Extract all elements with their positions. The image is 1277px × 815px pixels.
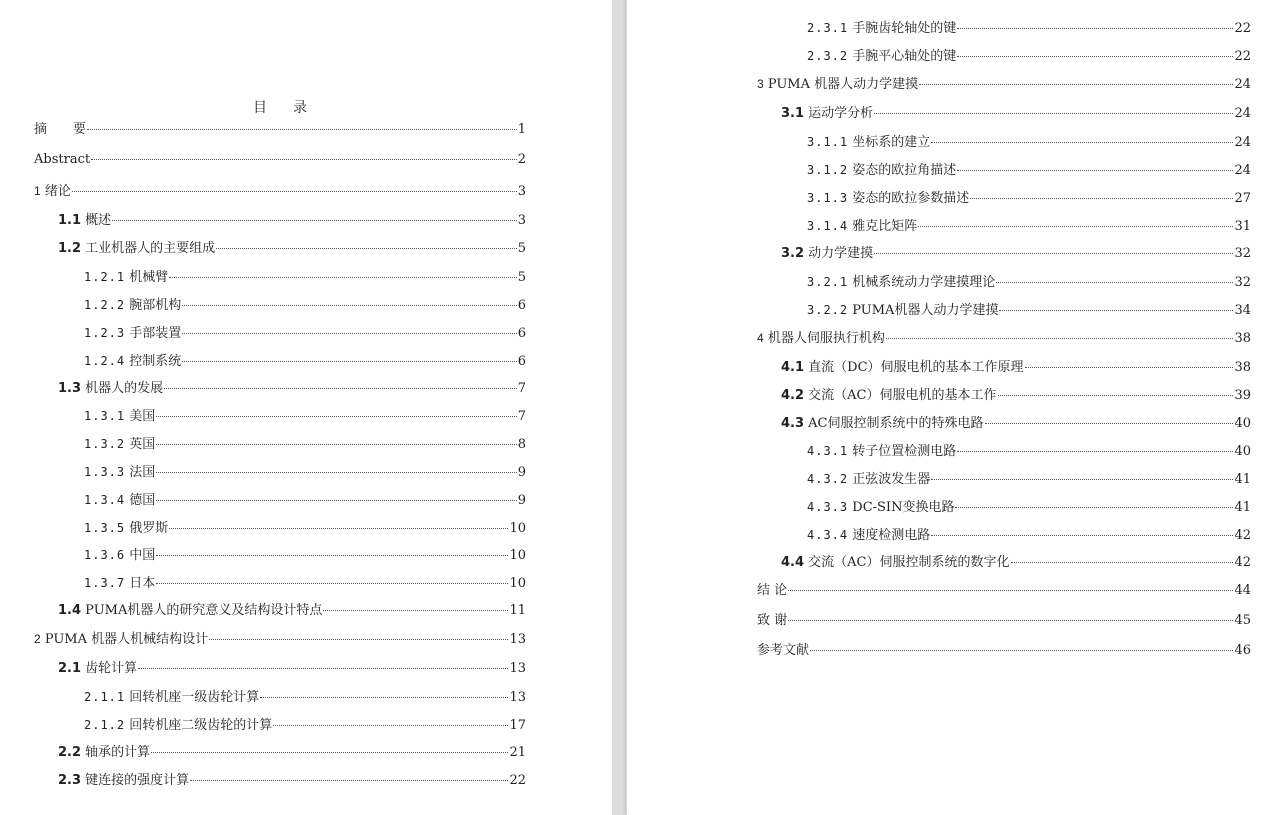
- toc-page-number: 9: [517, 465, 526, 480]
- toc-page-number: 46: [1234, 643, 1251, 658]
- toc-entry-label: [807, 443, 956, 460]
- toc-entry-label: [84, 492, 155, 509]
- toc-leader-dots: [182, 333, 516, 334]
- toc-leader-dots: [169, 528, 508, 529]
- toc-entry[interactable]: [807, 218, 1251, 235]
- toc-entry[interactable]: [58, 213, 526, 229]
- toc-entry-text: 机器人的发展: [85, 381, 164, 396]
- toc-entry[interactable]: [807, 471, 1251, 488]
- toc-entry-text: 手腕齿轮轴处的键: [852, 21, 957, 36]
- toc-entry-number: 1.3.5: [84, 521, 126, 535]
- toc-leader-dots: [190, 780, 508, 781]
- toc-entry-text: 轴承的计算: [85, 745, 151, 760]
- toc-entry[interactable]: [84, 575, 526, 592]
- toc-title: 目录: [253, 100, 333, 116]
- toc-entry-text: 法国: [129, 465, 156, 480]
- toc-entry[interactable]: [781, 360, 1251, 376]
- toc-entry-number: 2.3.1: [807, 21, 849, 35]
- toc-entry[interactable]: [807, 302, 1251, 319]
- toc-entry-label: [781, 106, 873, 122]
- toc-leader-dots: [874, 113, 1233, 114]
- toc-entry-text: 参考文献: [757, 643, 810, 658]
- toc-entry-text: 交流（AC）伺服电机的基本工作: [808, 388, 997, 403]
- toc-leader-dots: [919, 84, 1233, 85]
- toc-entry-label: [757, 613, 787, 629]
- toc-entry-number: 4.3: [781, 416, 805, 431]
- toc-page-number: 2: [517, 152, 526, 167]
- toc-page-number: 13: [509, 632, 526, 647]
- toc-entry-label: [781, 555, 1010, 571]
- toc-leader-dots: [72, 191, 517, 192]
- toc-leader-dots: [918, 226, 1233, 227]
- toc-entry-number: 1.3: [58, 381, 82, 396]
- toc-entry[interactable]: [84, 325, 526, 342]
- toc-entry-text: 姿态的欧拉参数描述: [852, 191, 970, 206]
- toc-entry-number: 1.3.2: [84, 437, 126, 451]
- toc-entry-number: 3: [757, 77, 764, 91]
- toc-entry-text: 动力学建摸: [808, 246, 874, 261]
- toc-leader-dots: [957, 28, 1233, 29]
- toc-entry-number: 1.2.3: [84, 326, 126, 340]
- toc-entry-text: Abstract: [34, 152, 91, 167]
- toc-leader-dots: [260, 697, 508, 698]
- toc-entry[interactable]: [807, 20, 1251, 37]
- toc-leader-dots: [996, 282, 1233, 283]
- toc-entry-label: [781, 246, 873, 262]
- toc-page-number: 6: [517, 326, 526, 341]
- toc-leader-dots: [957, 56, 1233, 57]
- toc-entry-label: [807, 218, 917, 235]
- toc-entry-text: 控制系统: [129, 354, 182, 369]
- toc-entry-number: 1.3.4: [84, 493, 126, 507]
- toc-entry-label: [807, 499, 954, 516]
- toc-entry-label: [84, 520, 168, 537]
- toc-entry-text: 回转机座一级齿轮计算: [129, 690, 260, 705]
- toc-entry-text: 机械臂: [129, 270, 169, 285]
- toc-entry-number: 1: [34, 184, 41, 198]
- toc-entry-number: 3.1.4: [807, 219, 849, 233]
- toc-entry-label: [84, 717, 272, 734]
- toc-entry-number: 4: [757, 331, 764, 345]
- toc-entry-label: [807, 20, 956, 37]
- toc-entry[interactable]: [807, 162, 1251, 179]
- toc-page-number: 7: [517, 381, 526, 396]
- toc-entry-label: [807, 190, 969, 207]
- toc-entry-label: [84, 297, 181, 314]
- toc-page-number: 10: [509, 521, 526, 536]
- toc-page-number: 41: [1234, 472, 1251, 487]
- toc-page-number: 22: [1234, 49, 1251, 64]
- toc-page-number: 40: [1234, 416, 1251, 431]
- toc-leader-dots: [156, 583, 508, 584]
- toc-entry[interactable]: [807, 499, 1251, 516]
- toc-entry[interactable]: [807, 134, 1251, 151]
- toc-leader-dots: [886, 338, 1234, 339]
- toc-entry-label: [84, 575, 155, 592]
- toc-entry-label: [58, 381, 163, 397]
- toc-leader-dots: [999, 310, 1233, 311]
- toc-entry[interactable]: [807, 48, 1251, 65]
- toc-entry-label: [58, 603, 322, 619]
- toc-page-number: 17: [509, 718, 526, 733]
- toc-entry[interactable]: [58, 241, 526, 257]
- toc-entry-text: 运动学分析: [808, 106, 874, 121]
- toc-leader-dots: [810, 650, 1233, 651]
- toc-entry[interactable]: [84, 353, 526, 370]
- toc-leader-dots: [788, 620, 1233, 621]
- toc-entry-text: PUMA机器人的研究意义及结构设计特点: [85, 603, 323, 618]
- toc-entry-number: 2.2: [58, 745, 82, 760]
- toc-leader-dots: [957, 170, 1233, 171]
- toc-entry-text: 正弦波发生器: [852, 472, 931, 487]
- toc-page-number: 5: [517, 241, 526, 256]
- toc-leader-dots: [970, 198, 1233, 199]
- toc-entry-text: 键连接的强度计算: [85, 773, 190, 788]
- toc-entry-text: 交流（AC）伺服控制系统的数字化: [808, 555, 1010, 570]
- toc-leader-dots: [156, 416, 516, 417]
- toc-page-number: 41: [1234, 500, 1251, 515]
- toc-leader-dots: [156, 472, 516, 473]
- toc-page-number: 3: [517, 184, 526, 199]
- toc-entry-number: 2.1.2: [84, 718, 126, 732]
- toc-entry-label: [757, 583, 787, 599]
- toc-entry-number: 1.3.3: [84, 465, 126, 479]
- toc-entry[interactable]: [807, 443, 1251, 460]
- toc-entry-label: [781, 360, 1024, 376]
- toc-entry-text: 坐标系的建立: [852, 135, 931, 150]
- toc-entry-text: 姿态的欧拉角描述: [852, 163, 957, 178]
- toc-page-number: 9: [517, 493, 526, 508]
- toc-entry-label: [34, 152, 90, 168]
- toc-entry[interactable]: [757, 613, 1251, 629]
- toc-entry-number: 3.2.1: [807, 275, 849, 289]
- toc-entry-label: [807, 134, 930, 151]
- toc-page-left: [0, 0, 613, 815]
- toc-entry[interactable]: [781, 388, 1251, 404]
- toc-page-number: 42: [1234, 555, 1251, 570]
- toc-entry-text: 摘 要: [34, 122, 87, 137]
- toc-page-number: 24: [1234, 163, 1251, 178]
- toc-entry[interactable]: [781, 416, 1251, 432]
- toc-leader-dots: [169, 277, 516, 278]
- toc-entry[interactable]: [58, 381, 526, 397]
- toc-entry-label: [807, 274, 995, 291]
- toc-page-number: 6: [517, 354, 526, 369]
- toc-entry-text: PUMA机器人动力学建摸: [852, 303, 999, 318]
- toc-page-number: 22: [1234, 21, 1251, 36]
- toc-leader-dots: [931, 142, 1233, 143]
- toc-page-number: 39: [1234, 388, 1251, 403]
- toc-page-number: 38: [1234, 360, 1251, 375]
- toc-page-number: 34: [1234, 303, 1251, 318]
- toc-page-number: 27: [1234, 191, 1251, 206]
- toc-entry[interactable]: [58, 773, 526, 789]
- toc-entry-text: 美国: [129, 409, 156, 424]
- toc-entry-label: [34, 122, 86, 138]
- toc-entry[interactable]: [84, 436, 526, 453]
- toc-leader-dots: [164, 388, 517, 389]
- toc-leader-dots: [182, 305, 516, 306]
- toc-leader-dots: [112, 220, 517, 221]
- toc-entry-text: 德国: [129, 493, 156, 508]
- toc-entry[interactable]: [58, 745, 526, 761]
- toc-entry-label: [807, 527, 930, 544]
- toc-entry-number: 3.1.3: [807, 191, 849, 205]
- toc-page-number: 38: [1234, 331, 1251, 346]
- toc-entry-number: 2.3.2: [807, 49, 849, 63]
- toc-entry-label: [58, 745, 150, 761]
- toc-entry-text: 速度检测电路: [852, 528, 931, 543]
- toc-leader-dots: [931, 479, 1233, 480]
- toc-entry-label: [84, 408, 155, 425]
- toc-entry[interactable]: [58, 603, 526, 619]
- toc-entry-text: PUMA 机器人机械结构设计: [44, 632, 209, 647]
- toc-entry[interactable]: [84, 269, 526, 286]
- toc-entry[interactable]: [84, 547, 526, 564]
- page-gap: [612, 0, 626, 815]
- toc-entry-number: 4.3.2: [807, 472, 849, 486]
- toc-entry-label: [807, 48, 956, 65]
- toc-page-number: 32: [1234, 275, 1251, 290]
- toc-entry-label: [58, 661, 137, 677]
- toc-entry-number: 4.3.4: [807, 528, 849, 542]
- toc-page-number: 6: [517, 298, 526, 313]
- toc-entry[interactable]: [781, 106, 1251, 122]
- toc-entry-number: 1.3.1: [84, 409, 126, 423]
- toc-leader-dots: [138, 668, 508, 669]
- toc-page-number: 40: [1234, 444, 1251, 459]
- toc-entry[interactable]: [34, 631, 526, 648]
- toc-entry-number: 3.2: [781, 246, 805, 261]
- toc-entry-text: 腕部机构: [129, 298, 182, 313]
- toc-entry-label: [84, 547, 155, 564]
- toc-entry[interactable]: [84, 717, 526, 734]
- toc-entry-number: 4.2: [781, 388, 805, 403]
- toc-entry-label: [84, 464, 155, 481]
- toc-leader-dots: [273, 725, 508, 726]
- toc-entry-number: 4.3.1: [807, 444, 849, 458]
- toc-page-number: 1: [517, 122, 526, 137]
- toc-entry-number: 1.4: [58, 603, 82, 618]
- toc-entry-label: [781, 388, 997, 404]
- toc-leader-dots: [156, 500, 516, 501]
- toc-entry-number: 3.1: [781, 106, 805, 121]
- toc-entry-label: [807, 302, 998, 319]
- toc-leader-dots: [931, 535, 1233, 536]
- toc-leader-dots: [323, 610, 508, 611]
- toc-entry-text: 俄罗斯: [129, 521, 169, 536]
- toc-leader-dots: [182, 361, 516, 362]
- toc-page-right: [626, 0, 1277, 815]
- toc-entry[interactable]: [781, 246, 1251, 262]
- toc-leader-dots: [91, 159, 517, 160]
- toc-entry-label: [34, 183, 71, 200]
- toc-entry-label: [781, 416, 984, 432]
- toc-entry[interactable]: [781, 555, 1251, 571]
- toc-page-number: 3: [517, 213, 526, 228]
- toc-entry-text: AC伺服控制系统中的特殊电路: [808, 416, 984, 431]
- toc-leader-dots: [1011, 562, 1234, 563]
- toc-entry-text: 概述: [85, 213, 112, 228]
- toc-entry-label: [84, 353, 181, 370]
- toc-page-number: 45: [1234, 613, 1251, 628]
- toc-leader-dots: [156, 555, 508, 556]
- toc-leader-dots: [1025, 367, 1234, 368]
- toc-entry-number: 1.1: [58, 213, 82, 228]
- toc-entry-text: 英国: [129, 437, 156, 452]
- toc-entry[interactable]: [58, 661, 526, 677]
- toc-page-number: 10: [509, 548, 526, 563]
- toc-entry-text: 直流（DC）伺服电机的基本工作原理: [808, 360, 1024, 375]
- toc-page-number: 31: [1234, 219, 1251, 234]
- toc-leader-dots: [874, 253, 1233, 254]
- toc-entry-label: [58, 241, 215, 257]
- toc-leader-dots: [957, 451, 1233, 452]
- toc-leader-dots: [985, 423, 1234, 424]
- toc-entry-text: 机械系统动力学建摸理论: [852, 275, 996, 290]
- toc-entry[interactable]: [807, 274, 1251, 291]
- toc-entry[interactable]: [757, 643, 1251, 659]
- toc-entry-number: 2.1: [58, 661, 82, 676]
- toc-entry-label: [58, 213, 111, 229]
- toc-entry-number: 1.2.2: [84, 298, 126, 312]
- toc-entry-label: [34, 631, 208, 648]
- toc-leader-dots: [788, 590, 1233, 591]
- toc-entry-label: [757, 330, 885, 347]
- toc-entry-number: 1.2.4: [84, 354, 126, 368]
- toc-leader-dots: [209, 639, 508, 640]
- toc-page-number: 32: [1234, 246, 1251, 261]
- toc-leader-dots: [216, 248, 517, 249]
- toc-leader-dots: [998, 395, 1234, 396]
- toc-entry-text: 转子位置检测电路: [852, 444, 957, 459]
- toc-page-number: 11: [509, 603, 526, 618]
- toc-entry-text: PUMA 机器人动力学建摸: [767, 77, 919, 92]
- toc-entry[interactable]: [757, 76, 1251, 93]
- toc-entry[interactable]: [84, 297, 526, 314]
- toc-entry-number: 3.2.2: [807, 303, 849, 317]
- toc-entry-label: [807, 162, 956, 179]
- toc-entry[interactable]: [84, 408, 526, 425]
- toc-entry-text: 中国: [129, 548, 156, 563]
- toc-entry-text: DC-SIN变换电路: [852, 500, 955, 515]
- toc-page-number: 24: [1234, 77, 1251, 92]
- toc-entry-number: 2.3: [58, 773, 82, 788]
- toc-entry[interactable]: [34, 152, 526, 168]
- toc-entry-text: 手腕平心轴处的键: [852, 49, 957, 64]
- toc-entry-text: 齿轮计算: [85, 661, 138, 676]
- toc-entry-text: 雅克比矩阵: [852, 219, 918, 234]
- toc-page-number: 5: [517, 270, 526, 285]
- toc-entry[interactable]: [84, 464, 526, 481]
- toc-page-number: 44: [1234, 583, 1251, 598]
- toc-entry-text: 致 谢: [757, 613, 788, 628]
- toc-page-number: 21: [509, 745, 526, 760]
- toc-page-number: 13: [509, 661, 526, 676]
- toc-entry-number: 1.3.7: [84, 576, 126, 590]
- toc-entry[interactable]: [84, 492, 526, 509]
- toc-page-number: 42: [1234, 528, 1251, 543]
- toc-entry-text: 回转机座二级齿轮的计算: [129, 718, 273, 733]
- toc-entry-number: 4.4: [781, 555, 805, 570]
- toc-entry[interactable]: [34, 183, 526, 200]
- toc-entry-number: 3.1.1: [807, 135, 849, 149]
- toc-entry-label: [84, 436, 155, 453]
- toc-entry[interactable]: [34, 122, 526, 138]
- toc-entry-number: 3.1.2: [807, 163, 849, 177]
- toc-entry-label: [757, 76, 918, 93]
- toc-entry-text: 机器人伺服执行机构: [767, 331, 885, 346]
- toc-page-number: 24: [1234, 135, 1251, 150]
- toc-entry-number: 1.3.6: [84, 548, 126, 562]
- toc-page-number: 13: [509, 690, 526, 705]
- toc-leader-dots: [156, 444, 516, 445]
- toc-entry[interactable]: [84, 689, 526, 706]
- toc-entry-label: [84, 269, 168, 286]
- toc-page-number: 8: [517, 437, 526, 452]
- toc-entry-text: 结 论: [757, 583, 788, 598]
- toc-entry-number: 1.2: [58, 241, 82, 256]
- toc-leader-dots: [87, 129, 517, 130]
- toc-entry[interactable]: [807, 527, 1251, 544]
- toc-entry-label: [84, 325, 181, 342]
- toc-page-number: 7: [517, 409, 526, 424]
- toc-entry-number: 2.1.1: [84, 690, 126, 704]
- toc-page-number: 10: [509, 576, 526, 591]
- toc-entry[interactable]: [757, 583, 1251, 599]
- toc-entry-text: 绪论: [44, 184, 71, 199]
- toc-entry[interactable]: [807, 190, 1251, 207]
- toc-entry-label: [58, 773, 189, 789]
- toc-entry-text: 日本: [129, 576, 156, 591]
- toc-entry-label: [757, 643, 809, 659]
- toc-entry-label: [84, 689, 259, 706]
- toc-entry-number: 2: [34, 632, 41, 646]
- toc-entry-number: 1.2.1: [84, 270, 126, 284]
- toc-entry-number: 4.3.3: [807, 500, 849, 514]
- toc-page-number: 22: [509, 773, 526, 788]
- toc-entry-label: [807, 471, 930, 488]
- toc-page-number: 24: [1234, 106, 1251, 121]
- toc-entry-text: 手部装置: [129, 326, 182, 341]
- toc-entry-text: 工业机器人的主要组成: [85, 241, 216, 256]
- toc-leader-dots: [955, 507, 1233, 508]
- toc-entry[interactable]: [757, 330, 1251, 347]
- toc-entry[interactable]: [84, 520, 526, 537]
- toc-entry-number: 4.1: [781, 360, 805, 375]
- toc-leader-dots: [151, 752, 508, 753]
